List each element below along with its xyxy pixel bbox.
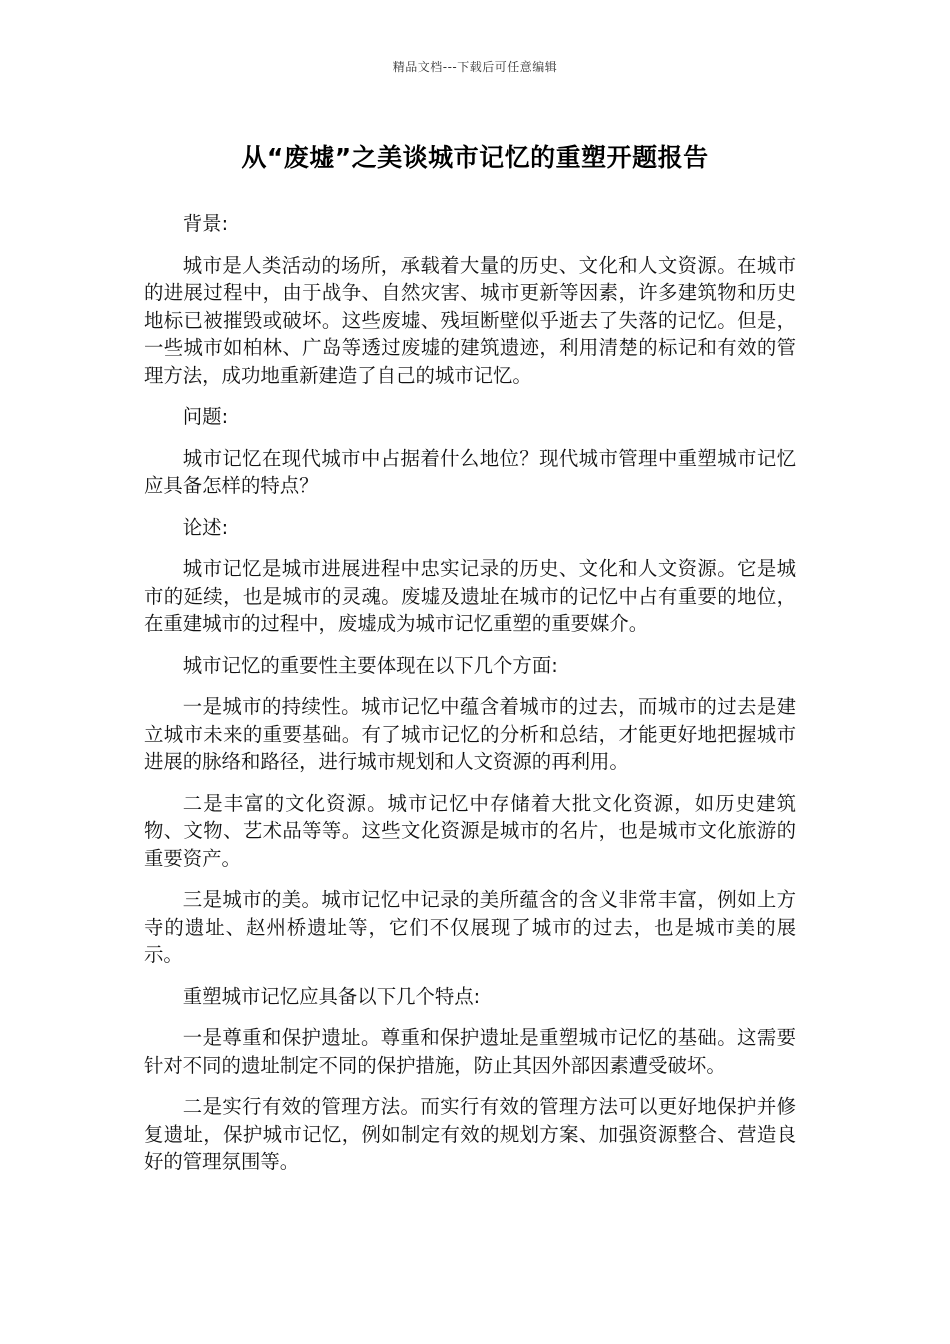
paragraph-question: 城市记忆在现代城市中占据着什么地位？现代城市管理中重塑城市记忆应具备怎样的特点？	[144, 446, 796, 497]
paragraph-importance-1: 一是城市的持续性。城市记忆中蕴含着城市的过去，而城市的过去是建立城市未来的重要基础。有了城市记忆的分析和总结，才能更好地把握城市进展的脉络和路径，进行城市规划和人文资源的再利用。	[144, 695, 796, 773]
section-heading-question: 问题:	[182, 405, 229, 428]
document-body	[144, 210, 796, 1190]
section-heading-features: 重塑城市记忆应具备以下几个特点:	[182, 984, 481, 1008]
paragraph-discussion: 城市记忆是城市进展进程中忠实记录的历史、文化和人文资源。它是城市的延续，也是城市的灵魂。废墟及遗址在城市的记忆中占有重要的地位，在重建城市的过程中，废墟成为城市记忆重塑的重要媒介。	[144, 557, 796, 635]
section-heading-discussion: 论述:	[182, 515, 229, 539]
paragraph-background: 城市是人类活动的场所，承载着大量的历史、文化和人文资源。在城市的进展过程中，由于战争、自然灾害、城市更新等因素，许多建筑物和历史地标已被摧毁或破坏。这些废墟、残垣断壁似乎逝去了失落的记忆。但是，一些城市如柏林、广岛等透过废墟的建筑遗迹，利用清楚的标记和有效的管理方法，成功地重新建造了自己的城市记忆。	[144, 253, 796, 387]
page-header-note: 精品文档---下载后可任意编辑	[392, 60, 558, 74]
paragraph-feature-1: 一是尊重和保护遗址。尊重和保护遗址是重塑城市记忆的基础。这需要针对不同的遗址制定不同的保护措施，防止其因外部因素遭受破坏。	[144, 1026, 796, 1077]
paragraph-importance-3: 三是城市的美。城市记忆中记录的美所蕴含的含义非常丰富，例如上方寺的遗址、赵州桥遗址等，它们不仅展现了城市的过去，也是城市美的展示。	[144, 888, 796, 966]
document-title: 从“废墟”之美谈城市记忆的重塑开题报告	[241, 143, 709, 172]
section-heading-background: 背景:	[182, 212, 229, 235]
paragraph-feature-2: 二是实行有效的管理方法。而实行有效的管理方法可以更好地保护并修复遗址，保护城市记忆，例如制定有效的规划方案、加强资源整合、营造良好的管理氛围等。	[144, 1095, 796, 1173]
paragraph-importance-2: 二是丰富的文化资源。城市记忆中存储着大批文化资源，如历史建筑物、文物、艺术品等等。这些文化资源是城市的名片，也是城市文化旅游的重要资产。	[144, 791, 796, 870]
section-heading-importance: 城市记忆的重要性主要体现在以下几个方面:	[182, 653, 558, 677]
